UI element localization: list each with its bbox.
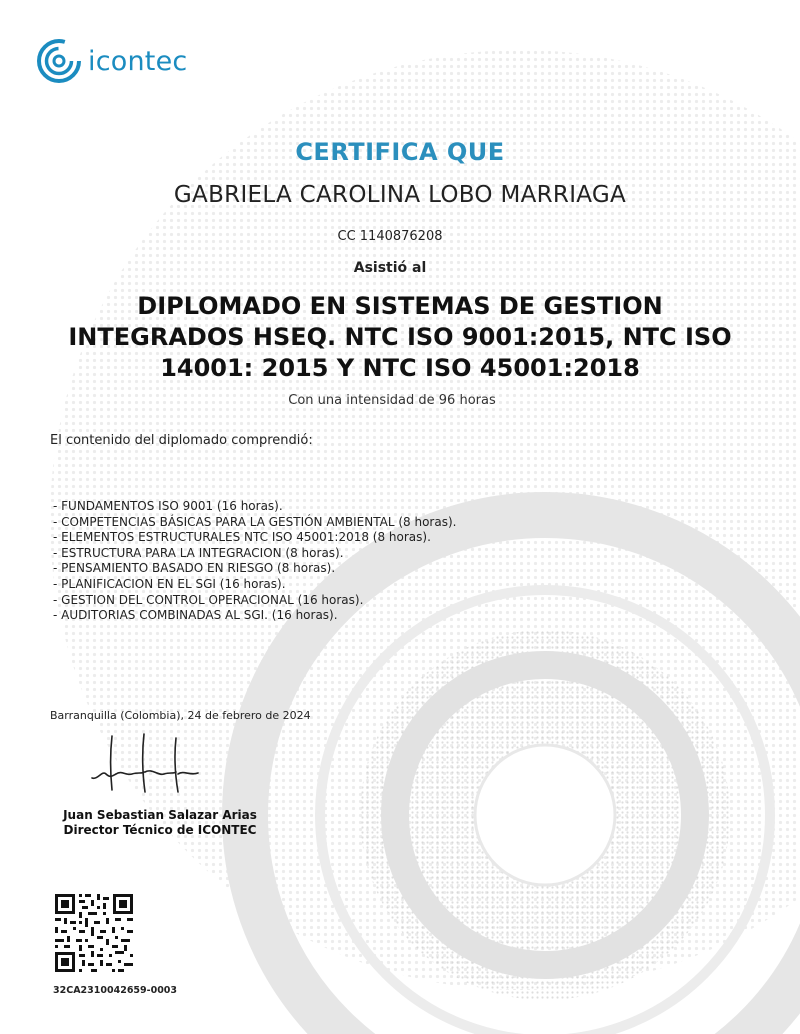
course-intensity: Con una intensidad de 96 horas (288, 393, 496, 408)
icontec-logo (36, 38, 187, 84)
module-item: - AUDITORIAS COMBINADAS AL SGI. (16 horas). (53, 608, 338, 623)
module-item: - ESTRUCTURA PARA LA INTEGRACION (8 horas). (53, 545, 344, 560)
certificate-code: 32CA2310042659-0003 (53, 985, 178, 996)
recipient-name: GABRIELA CAROLINA LOBO MARRIAGA (173, 182, 627, 208)
signatory-name: Juan Sebastian Salazar Arias (63, 808, 257, 822)
module-item: - ELEMENTOS ESTRUCTURALES NTC ISO 45001:2018 (8 horas). (53, 530, 431, 545)
recipient-id: CC 1140876208 (337, 229, 443, 244)
module-item: - COMPETENCIAS BÁSICAS PARA LA GESTIÓN AMBIENTAL (8 horas). (53, 514, 457, 529)
issue-place-date: Barranquilla (Colombia), 24 de febrero de 2024 (50, 709, 311, 722)
signature-image (88, 730, 208, 802)
signatory-title: Director Técnico de ICONTEC (63, 823, 257, 837)
course-title-line: DIPLOMADO EN SISTEMAS DE GESTION (137, 292, 663, 320)
course-title (40, 291, 760, 384)
module-list (53, 499, 456, 624)
module-item: - GESTION DEL CONTROL OPERACIONAL (16 horas). (53, 592, 364, 607)
icontec-mark-icon (36, 38, 82, 84)
attended-label: Asistió al (353, 260, 427, 276)
course-title-line: INTEGRADOS HSEQ. NTC ISO 9001:2015, NTC ISO (68, 323, 732, 351)
content-intro: El contenido del diplomado comprendió: (50, 433, 313, 448)
module-item: - PLANIFICACION EN EL SGI (16 horas). (53, 576, 286, 591)
course-title-line: 14001: 2015 Y NTC ISO 45001:2018 (160, 354, 640, 382)
module-item: - PENSAMIENTO BASADO EN RIESGO (8 horas). (53, 561, 336, 576)
module-item: - FUNDAMENTOS ISO 9001 (16 horas). (53, 499, 283, 513)
qr-code[interactable] (53, 892, 135, 974)
logo-wordmark: icontec (88, 45, 188, 77)
certifica-heading: CERTIFICA QUE (295, 138, 505, 166)
